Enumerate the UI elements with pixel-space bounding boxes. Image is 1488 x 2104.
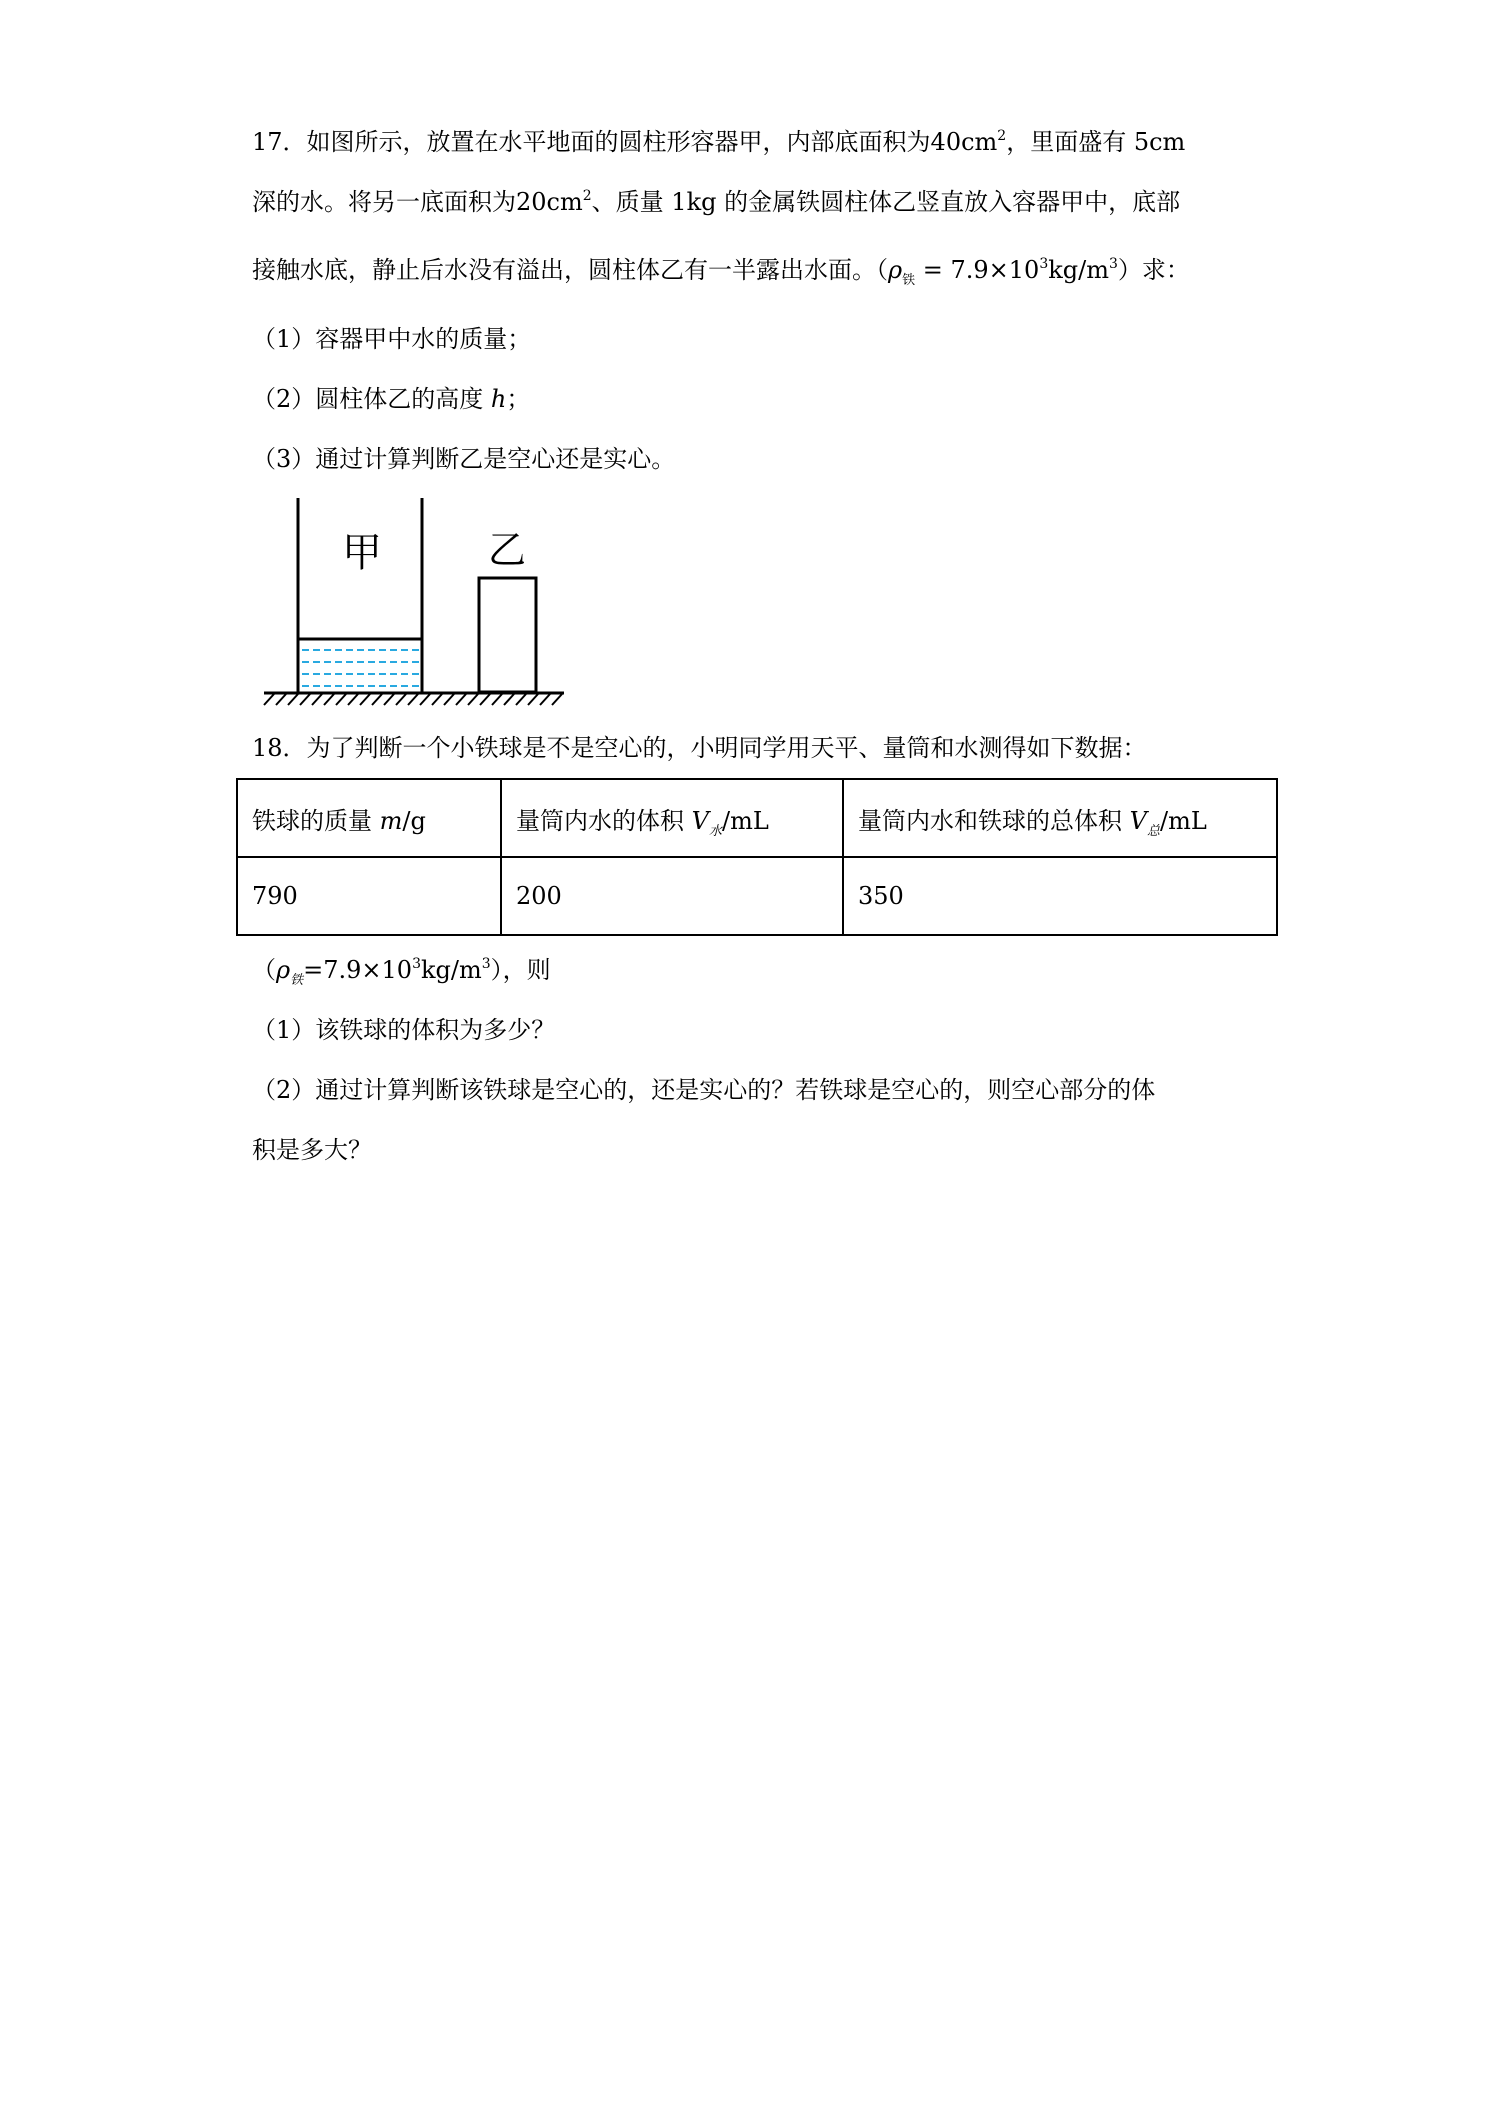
q18-density-value: =7.9×10 (303, 956, 413, 984)
ground-hatch-line (336, 694, 346, 705)
q17-line-3-text: 接触水底，静止后水没有溢出，圆柱体乙有一半露出水面。（ (252, 256, 888, 284)
ground-hatch-line (516, 694, 526, 705)
q17-diagram (262, 498, 572, 708)
table-header-row (237, 779, 1277, 857)
water-volume-variable: V (691, 806, 709, 835)
q17-height-variable: h (490, 385, 507, 413)
q17-line-3 (252, 256, 1190, 288)
q18-density-unit-exponent: 3 (481, 956, 491, 972)
ground-hatch-line (396, 694, 406, 705)
q17-density-symbol: ρ (888, 256, 903, 284)
q18-density-subscript: 铁 (290, 973, 304, 988)
value-total-volume: 350 (843, 857, 1277, 935)
q17-line-1 (252, 130, 1185, 154)
q17-area-jia-exponent: 2 (997, 128, 1007, 144)
ground-hatch-line (300, 694, 310, 705)
ground-hatch-line (432, 694, 442, 705)
ground-hatch-line (288, 694, 298, 705)
ground-hatch-line (384, 694, 394, 705)
q18-sub-question-2-line-1: （2）通过计算判断该铁球是空心的，还是实心的？若铁球是空心的，则空心部分的体 (252, 1076, 1156, 1104)
ground-hatch-line (540, 694, 550, 705)
ground-hatch-line (420, 694, 430, 705)
value-mass: 790 (237, 857, 501, 935)
q17-sub-question-2-text: （2）圆柱体乙的高度 (252, 385, 491, 413)
q17-area-yi: 20cm (516, 188, 583, 216)
q17-line-2 (252, 190, 1180, 214)
ground-hatch-line (552, 694, 562, 705)
cylinder-yi (479, 578, 536, 692)
ground-hatch-line (492, 694, 502, 705)
ground-hatch-line (480, 694, 490, 705)
ground-hatch-line (504, 694, 514, 705)
q17-line-3-tail: ）求： (1117, 256, 1190, 284)
total-volume-variable: V (1129, 806, 1147, 835)
q18-density-exponent: 3 (412, 956, 421, 972)
q17-density-unit-exponent: 3 (1108, 256, 1118, 272)
value-water-volume: 200 (501, 857, 843, 935)
q18-given-density: $(\rho_铁=7.9\times 10^3kg/m^3)$，则 (252, 956, 551, 988)
ground-hatch-line (312, 694, 322, 705)
q18-sub-question-1: （1）该铁球的体积为多少？ (252, 1016, 556, 1044)
q18-data-table (236, 778, 1278, 936)
ground-hatch-line (276, 694, 286, 705)
q17-density-subscript: 铁 (902, 273, 916, 288)
water-fill (298, 639, 422, 692)
ground-hatch (264, 694, 562, 705)
q18-sub-question-2-line-2: 积是多大？ (252, 1136, 372, 1164)
q17-area-yi-exponent: 2 (582, 188, 592, 204)
q17-line-2-text: 深的水。将另一底面积为 (252, 188, 516, 216)
q17-sub-question-3: （3）通过计算判断乙是空心还是实心。 (252, 445, 676, 473)
q17-sub-question-2 (252, 387, 530, 411)
ground-hatch-line (372, 694, 382, 705)
ground-hatch-line (348, 694, 358, 705)
q18-intro: 18．为了判断一个小铁球是不是空心的，小明同学用天平、量筒和水测得如下数据： (252, 734, 1147, 762)
mass-variable: m (379, 806, 403, 835)
q17-density-unit: kg/m (1048, 256, 1109, 284)
q17-sub-question-2-tail: ； (506, 385, 531, 413)
ground-hatch-line (324, 694, 334, 705)
label-yi: 乙 (488, 528, 527, 572)
header-water-volume: 量筒内水的体积 $V_水/mL$ (501, 779, 843, 857)
q17-density-value: = 7.9×10 (915, 256, 1040, 284)
ground-hatch-line (444, 694, 454, 705)
header-total-volume: 量筒内水和铁球的总体积 $V_总/mL$ (843, 779, 1277, 857)
total-volume-subscript: 总 (1146, 823, 1160, 839)
table-row (237, 857, 1277, 935)
ground-hatch-line (528, 694, 538, 705)
ground-hatch-line (360, 694, 370, 705)
q18-density-symbol: ρ (276, 956, 291, 984)
q17-area-jia: 40cm (930, 128, 998, 156)
q18-density-unit: kg/m (420, 956, 482, 984)
label-jia: 甲 (342, 530, 382, 576)
header-mass: 铁球的质量 m/g (237, 779, 501, 857)
q17-line-2-tail: 、质量 1kg 的金属铁圆柱体乙竖直放入容器甲中，底部 (591, 188, 1181, 216)
ground-hatch-line (408, 694, 418, 705)
ground-hatch-line (456, 694, 466, 705)
water-volume-subscript: 水 (708, 823, 722, 839)
q17-density-exponent: 3 (1039, 256, 1049, 272)
ground-hatch-line (468, 694, 478, 705)
q17-sub-question-1: （1）容器甲中水的质量； (252, 325, 532, 353)
ground-hatch-line (264, 694, 274, 705)
q17-line-1-text: 17．如图所示，放置在水平地面的圆柱形容器甲，内部底面积为 (252, 128, 931, 156)
q17-line-1-tail: ，里面盛有 5cm (1006, 128, 1186, 156)
